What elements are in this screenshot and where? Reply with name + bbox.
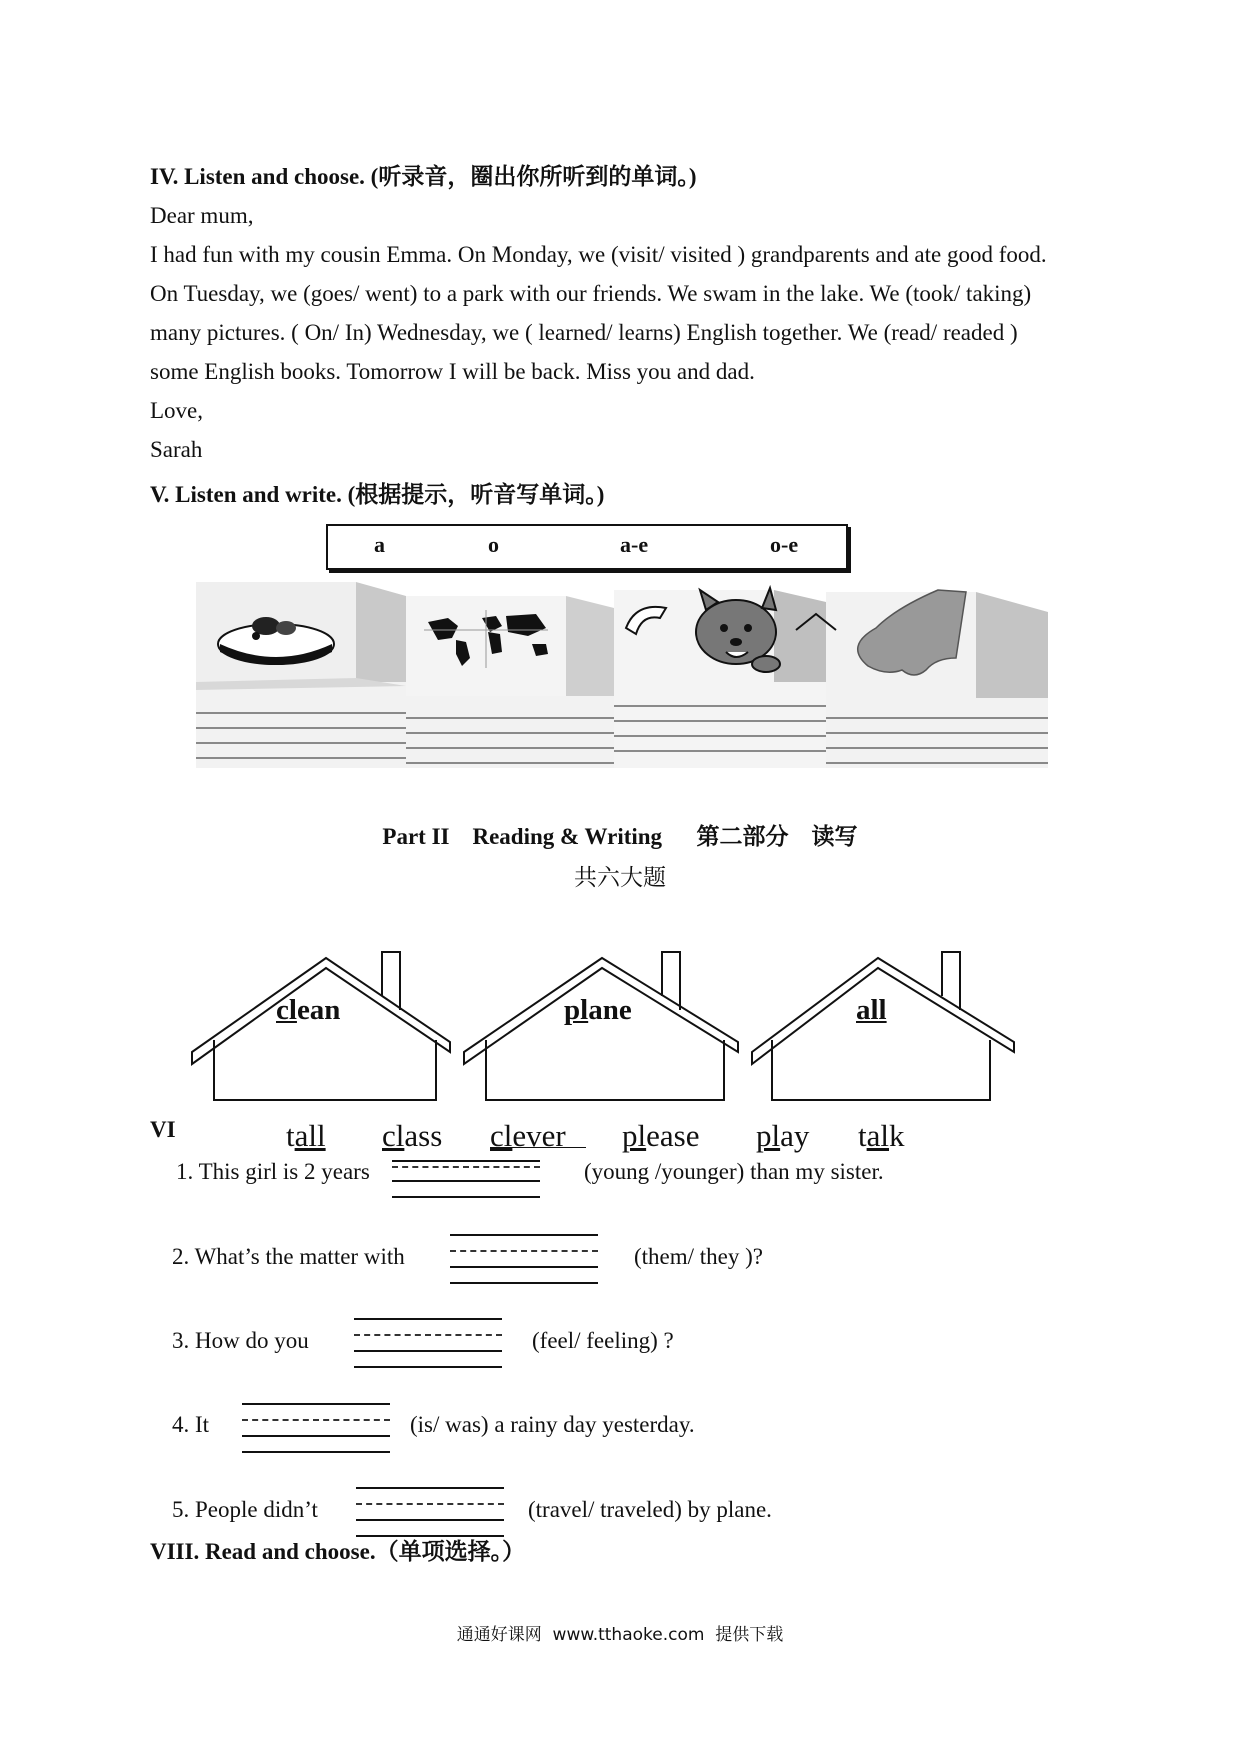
option-o: o [488, 532, 499, 557]
sort-word-5-underlined: pl [756, 1118, 781, 1153]
sort-word-3-post: ever [512, 1118, 566, 1153]
letter-closing: Love, [150, 398, 204, 423]
fill-item-3-before: 3. How do you [172, 1328, 309, 1353]
sort-word-1-pre: t [286, 1118, 295, 1153]
block-1 [196, 582, 406, 768]
house-word-2 [564, 994, 632, 1027]
sort-word-1 [286, 1118, 326, 1154]
sort-word-2-post: ass [404, 1118, 443, 1153]
letter-greeting: Dear mum, [150, 203, 254, 228]
house-word-1 [276, 994, 340, 1027]
sort-word-6-post: k [889, 1118, 905, 1153]
fill-item-3-after: (feel/ feeling) ? [532, 1328, 674, 1353]
fill-item-2-after: (them/ they )? [634, 1244, 764, 1269]
part-2-title-text: Part II Reading & Writing 第二部分 读写 [382, 824, 858, 849]
letter-signature: Sarah [150, 437, 203, 462]
part-2-subtitle: 共六大题 [574, 865, 666, 890]
sort-word-5-post: ay [780, 1118, 810, 1153]
fill-item-4-before: 4. It [172, 1412, 210, 1437]
section-5-heading: V. Listen and write. (根据提示，听音写单词。) [150, 482, 605, 507]
fill-item-2-before: 2. What’s the matter with [172, 1244, 405, 1269]
part-2-title [0, 817, 1240, 856]
sort-word-3-underlined: cl [490, 1118, 513, 1153]
sort-word-1-underlined: all [294, 1118, 326, 1153]
fill-item-1-after: (young /younger) than my sister. [584, 1159, 884, 1184]
sort-word-6 [858, 1118, 905, 1154]
picture-writing-row [196, 578, 1048, 768]
fill-item-1-blank[interactable] [392, 1160, 540, 1200]
fill-item-4-blank[interactable] [242, 1403, 390, 1443]
sort-word-5 [756, 1118, 809, 1154]
sort-word-3 [490, 1118, 566, 1154]
house-word-1-underlined: cl [276, 994, 297, 1026]
letter-line-1: I had fun with my cousin Emma. On Monday, we (visit/ visited ) grandparents and ate good food. [150, 242, 1047, 267]
fill-item-5-before: 5. People didn’t [172, 1497, 318, 1522]
option-o-e: o-e [770, 532, 799, 557]
sort-word-2 [382, 1118, 442, 1154]
fill-item-2-blank[interactable] [450, 1234, 598, 1274]
fill-item-1-before: 1. This girl is 2 years [176, 1159, 370, 1184]
sort-word-4 [622, 1118, 699, 1154]
fill-item-5-after: (travel/ traveled) by plane. [528, 1497, 772, 1522]
section-4-heading: IV. Listen and choose. (听录音，圈出你所听到的单词。) [150, 164, 697, 189]
house-word-2-underlined: pl [564, 994, 589, 1026]
sort-word-6-pre: t [858, 1118, 867, 1153]
sort-word-6-underlined: al [866, 1118, 889, 1153]
house-word-2-post: ane [588, 994, 632, 1026]
section-6-label: VI [150, 1117, 176, 1142]
letter-line-2: On Tuesday, we (goes/ went) to a park with our friends. We swam in the lake. We (took/ taking) [150, 281, 1032, 306]
sort-word-4-underlined: pl [622, 1118, 647, 1153]
house-word-3 [856, 994, 887, 1027]
option-a: a [374, 532, 385, 557]
letter-line-3: many pictures. ( On/ In) Wednesday, we ( learned/ learns) English together. We (read/ readed ) [150, 320, 1018, 345]
house-word-3-underlined: all [856, 994, 887, 1026]
sort-word-2-underlined: cl [382, 1118, 405, 1153]
phonics-options-box [326, 524, 848, 570]
fill-item-3-blank[interactable] [354, 1318, 502, 1358]
fill-item-4-after: (is/ was) a rainy day yesterday. [410, 1412, 695, 1437]
letter-line-4: some English books. Tomorrow I will be back. Miss you and dad. [150, 359, 755, 384]
option-a-e: a-e [620, 532, 649, 557]
sort-word-4-post: ease [646, 1118, 700, 1153]
fill-item-5-blank[interactable] [356, 1487, 504, 1527]
strike-line [490, 1147, 586, 1148]
section-8-heading: VIII. Read and choose.（单项选择。） [150, 1539, 526, 1564]
footer-text: 通通好课网 www.tthaoke.com 提供下载 [456, 1625, 784, 1645]
house-word-1-post: ean [296, 994, 341, 1026]
